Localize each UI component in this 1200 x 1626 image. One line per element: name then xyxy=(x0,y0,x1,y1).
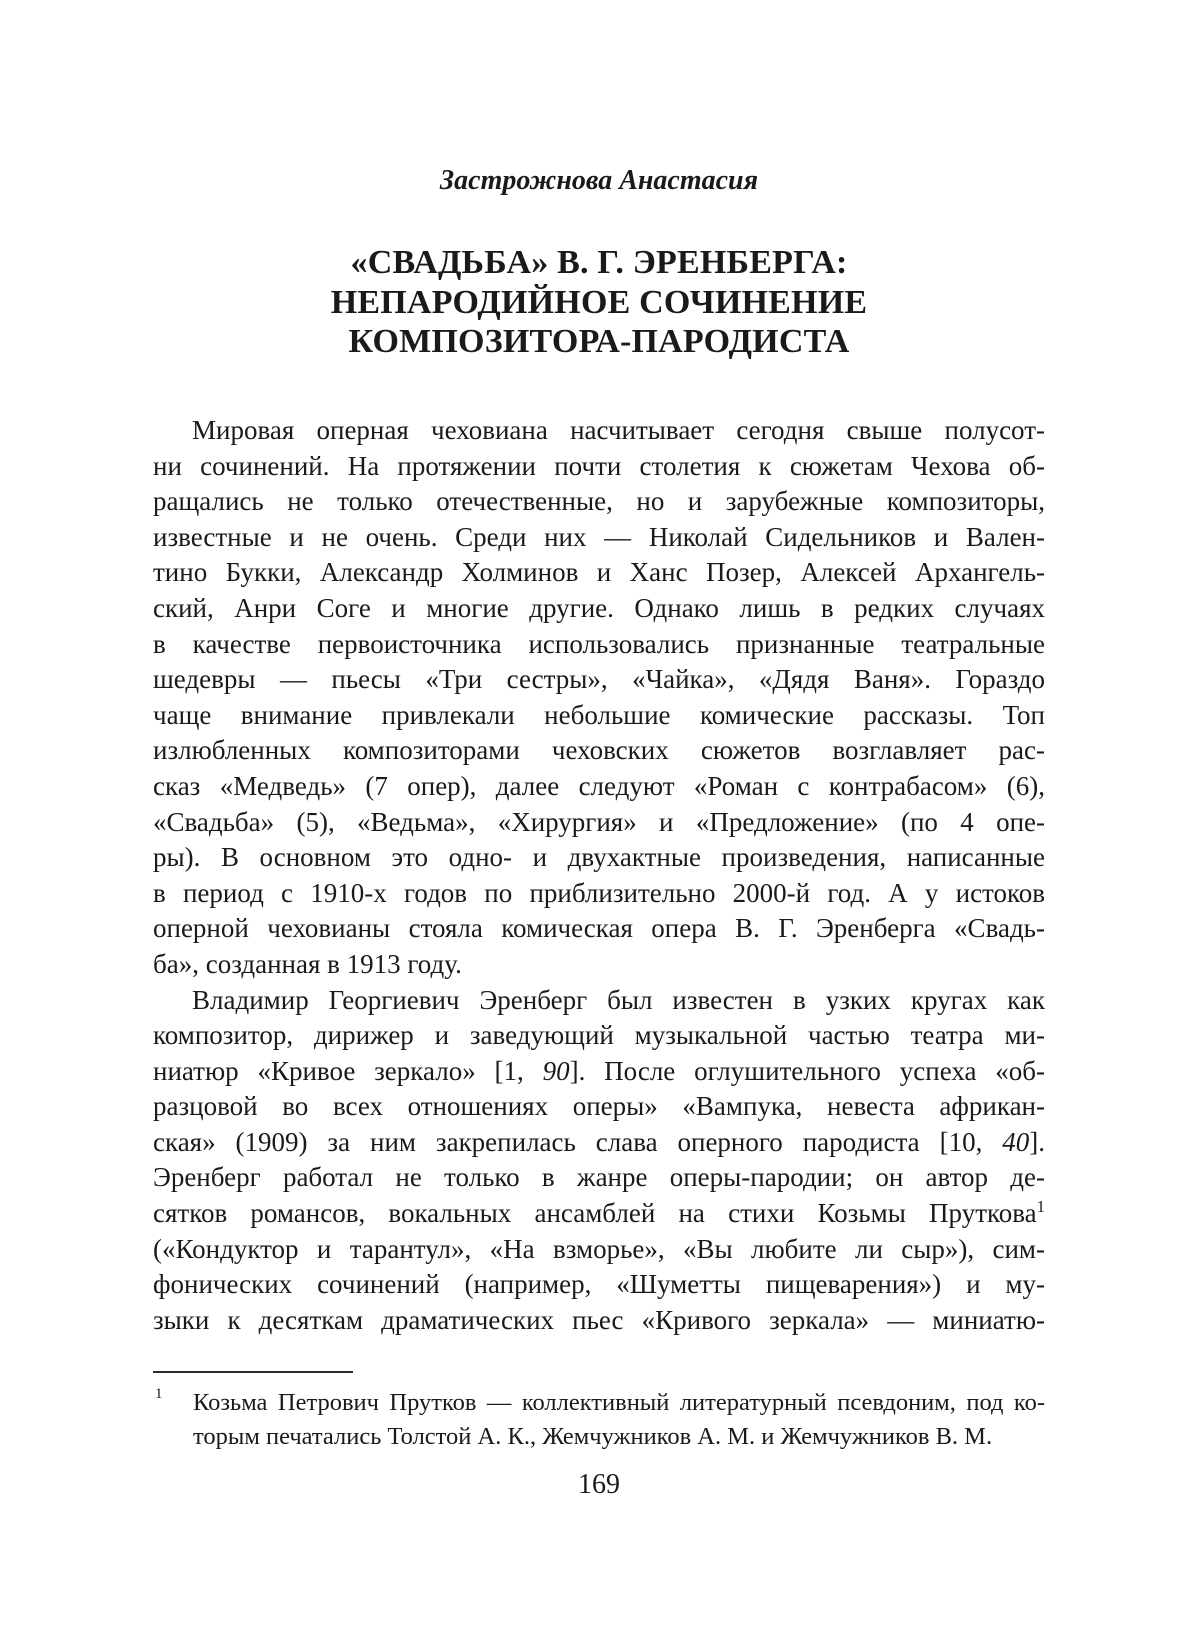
article-title xyxy=(153,243,1045,362)
body-line: «Свадьба» (5), «Ведьма», «Хирургия» и «Предложение» (по 4 опе- xyxy=(153,806,1045,837)
title-line-2: НЕПАРОДИЙНОЕ СОЧИНЕНИЕ xyxy=(330,283,868,321)
footnote-marker: 1 xyxy=(155,1386,163,1402)
body-line: ский, Анри Соге и многие другие. Однако лишь в редких случаях xyxy=(153,592,1045,623)
body-line: оперной чеховианы стояла комическая опера В. Г. Эренберга «Свадь- xyxy=(153,913,1045,944)
body-line: ская» (1909) за ним закрепилась слава оперного пародиста [10, 40]. xyxy=(153,1126,1045,1157)
body-line: известные и не очень. Среди них — Николай Сидельников и Вален- xyxy=(153,521,1045,552)
body-line: тино Букки, Александр Холминов и Ханс Позер, Алексей Архангель- xyxy=(153,557,1045,588)
body-line: ращались не только отечественные, но и зарубежные композиторы, xyxy=(153,486,1045,517)
body-line: ни сочинений. На протяжении почти столетия к сюжетам Чехова об- xyxy=(153,450,1045,481)
body-line: в период с 1910-х годов по приблизительно 2000-й год. А у истоков xyxy=(153,877,1045,908)
footnote xyxy=(153,1386,1045,1453)
author-name: Застрожнова Анастасия xyxy=(439,165,759,196)
body-line: в качестве первоисточника использовались признанные театральные xyxy=(153,628,1045,659)
body-line: ба», созданная в 1913 году. xyxy=(153,948,462,979)
page-number: 169 xyxy=(578,1469,620,1500)
body-text xyxy=(153,413,1045,1338)
title-line-1: «СВАДЬБА» В. Г. ЭРЕНБЕРГА: xyxy=(350,244,848,281)
body-line: ниатюр «Кривое зеркало» [1, 90]. После оглушительного успеха «об- xyxy=(153,1055,1045,1086)
body-line: Эренберг работал не только в жанре оперы-пародии; он автор де- xyxy=(153,1162,1045,1193)
body-line: чаще внимание привлекали небольшие комические рассказы. Топ xyxy=(153,699,1045,730)
body-line: излюбленных композиторами чеховских сюжетов возглавляет рас- xyxy=(153,735,1045,766)
body-line: шедевры — пьесы «Три сестры», «Чайка», «Дядя Ваня». Гораздо xyxy=(153,664,1045,695)
title-line-3: КОМПОЗИТОРА-ПАРОДИСТА xyxy=(348,323,850,360)
footnote-divider xyxy=(153,1371,353,1373)
footnote-line: торым печатались Толстой А. К., Жемчужников А. М. и Жемчужников В. М. xyxy=(193,1422,993,1450)
body-line: («Кондуктор и тарантул», «На взморье», «Вы любите ли сыр»), сим- xyxy=(153,1233,1045,1264)
body-line: Мировая оперная чеховиана насчитывает сегодня свыше полусот- xyxy=(192,415,1045,445)
body-line: Владимир Георгиевич Эренберг был известен в узких кругах как xyxy=(192,984,1045,1015)
body-line: ры). В основном это одно- и двухактные произведения, написанные xyxy=(153,842,1045,873)
body-line: сказ «Медведь» (7 опер), далее следуют «Роман с контрабасом» (6), xyxy=(153,770,1045,801)
footnote-text xyxy=(153,1386,1045,1453)
body-line: композитор, дирижер и заведующий музыкальной частью театра ми- xyxy=(153,1020,1045,1051)
body-line: разцовой во всех отношениях оперы» «Вампука, невеста африкан- xyxy=(153,1091,1045,1122)
body-line: фонических сочинений (например, «Шуметты пищеварения») и му- xyxy=(153,1269,1045,1300)
body-line: зыки к десяткам драматических пьес «Кривого зеркала» — миниатю- xyxy=(153,1304,1045,1335)
footnote-line: Козьма Петрович Прутков — коллективный литературный псевдоним, под ко- xyxy=(193,1389,1045,1416)
body-line: сятков романсов, вокальных ансамблей на стихи Козьмы Пруткова$^1$ xyxy=(153,1197,1045,1229)
